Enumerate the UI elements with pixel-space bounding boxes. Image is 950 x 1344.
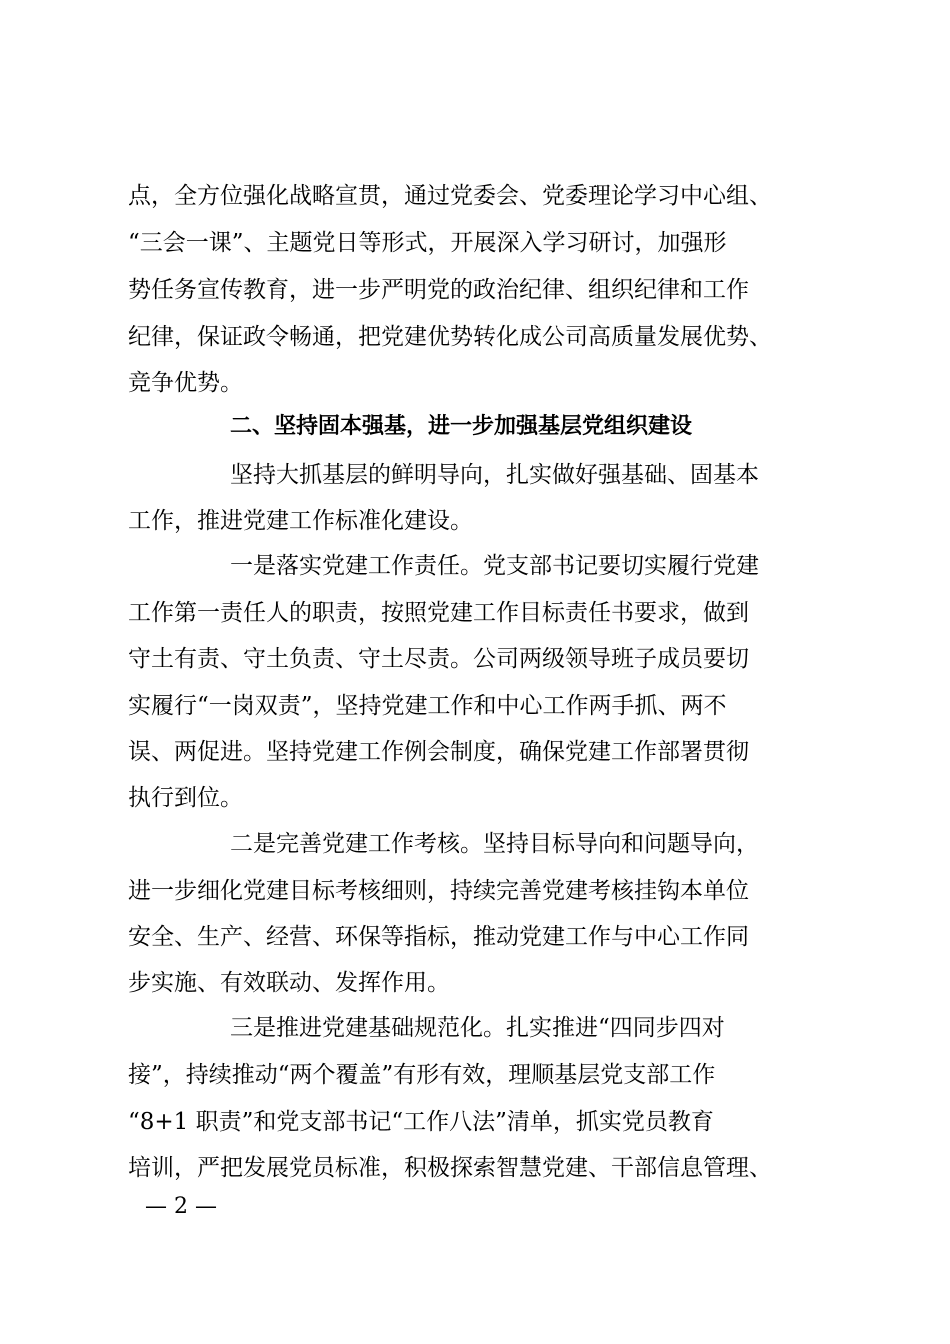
paragraph-line: 执行到位。 — [128, 785, 243, 811]
paragraph-line: 三是推进党建基础规范化。扎实推进“四同步四对 — [230, 1015, 725, 1041]
paragraph-line: 点，全方位强化战略宣贯，通过党委会、党委理论学习中心组、 — [128, 183, 772, 209]
paragraph-line: “8+1 职责”和党支部书记“工作八法”清单，抓实党员教育 — [128, 1109, 714, 1135]
paragraph-line: 培训，严把发展党员标准，积极探索智慧党建、干部信息管理、 — [128, 1155, 772, 1181]
section-heading: 二、坚持固本强基，进一步加强基层党组织建设 — [230, 414, 693, 439]
paragraph-line: 工作，推进党建工作标准化建设。 — [128, 508, 473, 534]
paragraph-line: 工作第一责任人的职责，按照党建工作目标责任书要求，做到 — [128, 600, 749, 626]
paragraph-line: 坚持大抓基层的鲜明导向，扎实做好强基础、固基本 — [230, 462, 759, 488]
paragraph-line: 二是完善党建工作考核。坚持目标导向和问题导向， — [230, 831, 759, 857]
paragraph-line: 实履行“一岗双责”，坚持党建工作和中心工作两手抓、两不 — [128, 693, 727, 719]
paragraph-line: 竞争优势。 — [128, 370, 243, 396]
paragraph-line: 一是落实党建工作责任。党支部书记要切实履行党建 — [230, 553, 759, 579]
paragraph-line: 势任务宣传教育，进一步严明党的政治纪律、组织纪律和工作 — [128, 277, 749, 303]
page-number: — 2 — — [145, 1194, 217, 1219]
paragraph-line: 纪律，保证政令畅通，把党建优势转化成公司高质量发展优势、 — [128, 324, 772, 350]
paragraph-line: 守土有责、守土负责、守土尽责。公司两级领导班子成员要切 — [128, 646, 749, 672]
paragraph-line: 步实施、有效联动、发挥作用。 — [128, 970, 450, 996]
paragraph-line: “三会一课”、主题党日等形式，开展深入学习研讨，加强形 — [128, 230, 727, 256]
paragraph-line: 接”，持续推动“两个覆盖”有形有效，理顺基层党支部工作 — [128, 1062, 716, 1088]
paragraph-line: 安全、生产、经营、环保等指标，推动党建工作与中心工作同 — [128, 924, 749, 950]
paragraph-line: 进一步细化党建目标考核细则，持续完善党建考核挂钩本单位 — [128, 878, 749, 904]
paragraph-line: 误、两促进。坚持党建工作例会制度，确保党建工作部署贯彻 — [128, 739, 749, 765]
